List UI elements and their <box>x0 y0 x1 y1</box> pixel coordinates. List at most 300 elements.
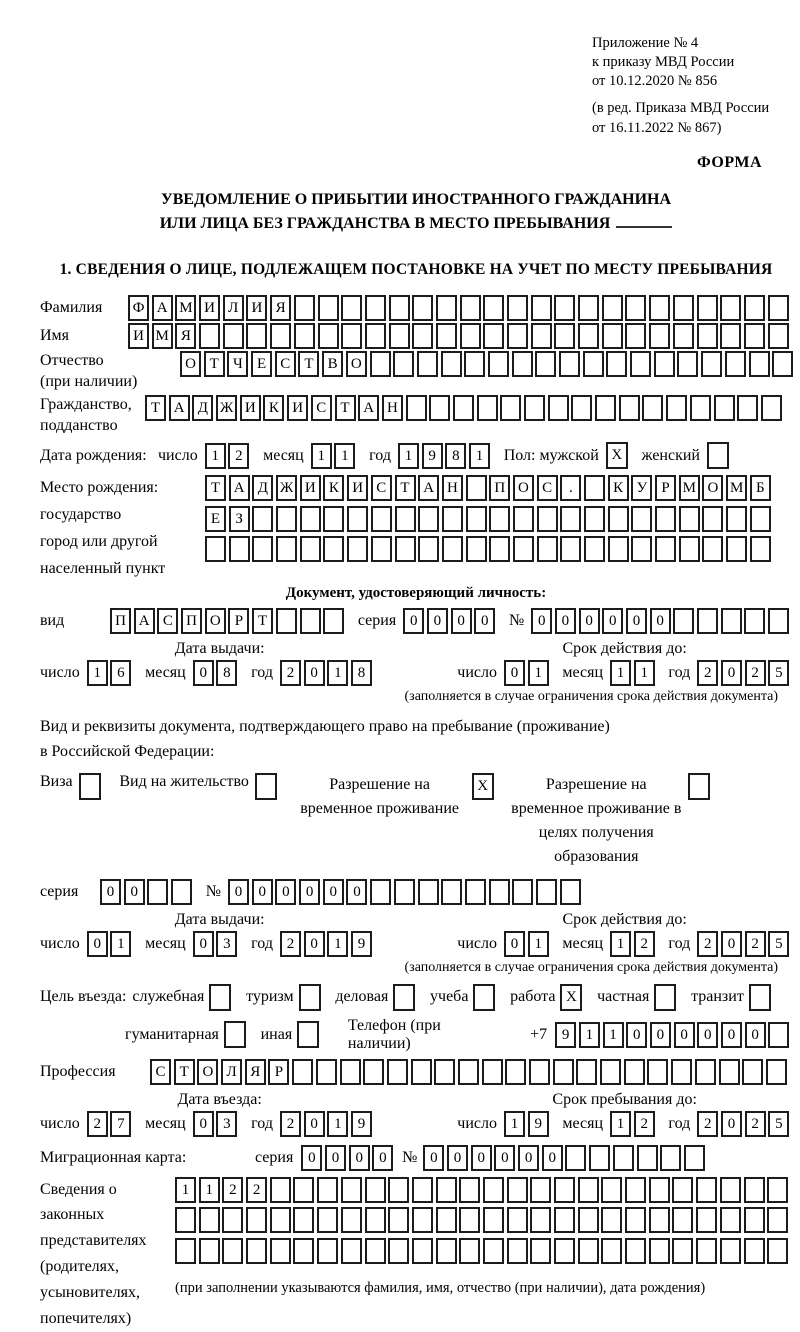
char-cell[interactable]: 0 <box>745 1022 766 1048</box>
char-cell[interactable]: 0 <box>721 931 742 957</box>
char-cell[interactable] <box>672 1238 693 1264</box>
char-cell[interactable] <box>317 1207 338 1233</box>
char-cell[interactable]: 9 <box>422 443 443 469</box>
checkbox-cell[interactable] <box>393 984 415 1011</box>
char-cell[interactable] <box>565 1145 586 1171</box>
checkbox-cell[interactable] <box>209 984 231 1011</box>
char-cell[interactable] <box>441 879 462 905</box>
char-cell[interactable] <box>458 1059 479 1085</box>
char-cell[interactable] <box>673 323 694 349</box>
char-cell[interactable]: 0 <box>124 879 145 905</box>
char-cell[interactable]: З <box>229 506 250 532</box>
char-cell[interactable]: 2 <box>634 1111 655 1137</box>
char-cell[interactable] <box>483 1177 504 1203</box>
char-cell[interactable] <box>323 608 344 634</box>
char-cell[interactable]: 0 <box>299 879 320 905</box>
char-cell[interactable] <box>673 295 694 321</box>
char-cell[interactable]: У <box>631 475 652 501</box>
char-cell[interactable] <box>672 1177 693 1203</box>
char-cell[interactable]: Р <box>268 1059 289 1085</box>
char-cell[interactable]: Л <box>223 295 244 321</box>
char-cell[interactable] <box>578 323 599 349</box>
char-cell[interactable] <box>418 879 439 905</box>
char-cell[interactable] <box>684 1145 705 1171</box>
char-cell[interactable] <box>317 1177 338 1203</box>
char-cell[interactable] <box>654 351 675 377</box>
char-cell[interactable]: Ж <box>276 475 297 501</box>
char-cell[interactable]: И <box>128 323 149 349</box>
char-cell[interactable]: 1 <box>610 1111 631 1137</box>
char-cell[interactable]: 0 <box>228 879 249 905</box>
char-cell[interactable]: О <box>346 351 367 377</box>
char-cell[interactable]: 1 <box>610 931 631 957</box>
char-cell[interactable] <box>436 1177 457 1203</box>
char-cell[interactable] <box>442 506 463 532</box>
char-cell[interactable] <box>418 506 439 532</box>
char-cell[interactable]: 5 <box>768 1111 789 1137</box>
char-cell[interactable] <box>294 295 315 321</box>
char-cell[interactable] <box>294 323 315 349</box>
char-cell[interactable] <box>589 1145 610 1171</box>
char-cell[interactable]: С <box>311 395 332 421</box>
char-cell[interactable] <box>619 395 640 421</box>
char-cell[interactable] <box>300 608 321 634</box>
char-cell[interactable] <box>477 395 498 421</box>
char-cell[interactable]: С <box>537 475 558 501</box>
char-cell[interactable]: Н <box>442 475 463 501</box>
char-cell[interactable]: П <box>181 608 202 634</box>
char-cell[interactable] <box>489 506 510 532</box>
char-cell[interactable]: 1 <box>327 931 348 957</box>
char-cell[interactable] <box>293 1177 314 1203</box>
char-cell[interactable] <box>483 1207 504 1233</box>
char-cell[interactable]: 1 <box>334 443 355 469</box>
char-cell[interactable]: 0 <box>451 608 472 634</box>
char-cell[interactable]: 8 <box>216 660 237 686</box>
char-cell[interactable]: 3 <box>216 1111 237 1137</box>
char-cell[interactable]: 0 <box>531 608 552 634</box>
char-cell[interactable] <box>436 295 457 321</box>
char-cell[interactable] <box>606 351 627 377</box>
char-cell[interactable]: . <box>560 475 581 501</box>
char-cell[interactable]: 1 <box>634 660 655 686</box>
char-cell[interactable]: 1 <box>327 1111 348 1137</box>
char-cell[interactable]: 0 <box>325 1145 346 1171</box>
char-cell[interactable] <box>737 395 758 421</box>
char-cell[interactable]: С <box>150 1059 171 1085</box>
char-cell[interactable]: 2 <box>222 1177 243 1203</box>
char-cell[interactable] <box>276 506 297 532</box>
char-cell[interactable] <box>725 351 746 377</box>
char-cell[interactable] <box>583 351 604 377</box>
char-cell[interactable] <box>600 1059 621 1085</box>
checkbox-cell[interactable] <box>749 984 771 1011</box>
char-cell[interactable] <box>175 1238 196 1264</box>
char-cell[interactable] <box>466 506 487 532</box>
char-cell[interactable]: 1 <box>87 660 108 686</box>
char-cell[interactable]: 8 <box>445 443 466 469</box>
char-cell[interactable] <box>365 1238 386 1264</box>
char-cell[interactable] <box>489 536 510 562</box>
char-cell[interactable]: К <box>608 475 629 501</box>
char-cell[interactable]: 5 <box>768 660 789 686</box>
char-cell[interactable] <box>453 395 474 421</box>
char-cell[interactable] <box>697 608 718 634</box>
char-cell[interactable]: Е <box>205 506 226 532</box>
char-cell[interactable] <box>744 323 765 349</box>
char-cell[interactable]: А <box>229 475 250 501</box>
char-cell[interactable] <box>744 1177 765 1203</box>
char-cell[interactable] <box>601 1207 622 1233</box>
char-cell[interactable]: Ф <box>128 295 149 321</box>
char-cell[interactable] <box>417 351 438 377</box>
char-cell[interactable]: 2 <box>87 1111 108 1137</box>
char-cell[interactable] <box>697 295 718 321</box>
char-cell[interactable]: П <box>110 608 131 634</box>
char-cell[interactable] <box>578 1207 599 1233</box>
char-cell[interactable]: А <box>169 395 190 421</box>
char-cell[interactable] <box>365 1177 386 1203</box>
char-cell[interactable]: 1 <box>199 1177 220 1203</box>
char-cell[interactable] <box>341 1177 362 1203</box>
char-cell[interactable] <box>571 395 592 421</box>
char-cell[interactable] <box>554 323 575 349</box>
char-cell[interactable]: 0 <box>193 931 214 957</box>
char-cell[interactable] <box>602 323 623 349</box>
checkbox-cell[interactable] <box>255 773 277 800</box>
char-cell[interactable] <box>637 1145 658 1171</box>
char-cell[interactable] <box>720 323 741 349</box>
char-cell[interactable] <box>767 1177 788 1203</box>
char-cell[interactable] <box>293 1238 314 1264</box>
char-cell[interactable]: 0 <box>504 931 525 957</box>
char-cell[interactable]: Б <box>750 475 771 501</box>
char-cell[interactable] <box>631 506 652 532</box>
char-cell[interactable] <box>460 295 481 321</box>
char-cell[interactable] <box>696 1207 717 1233</box>
char-cell[interactable] <box>412 1177 433 1203</box>
char-cell[interactable] <box>578 1177 599 1203</box>
char-cell[interactable] <box>772 351 793 377</box>
char-cell[interactable] <box>270 1177 291 1203</box>
char-cell[interactable] <box>625 295 646 321</box>
char-cell[interactable]: 6 <box>110 660 131 686</box>
char-cell[interactable]: И <box>287 395 308 421</box>
char-cell[interactable] <box>531 323 552 349</box>
checkbox-cell[interactable] <box>688 773 710 800</box>
char-cell[interactable]: А <box>358 395 379 421</box>
char-cell[interactable]: М <box>679 475 700 501</box>
char-cell[interactable] <box>341 323 362 349</box>
char-cell[interactable] <box>482 1059 503 1085</box>
char-cell[interactable] <box>750 506 771 532</box>
char-cell[interactable]: 9 <box>528 1111 549 1137</box>
char-cell[interactable] <box>223 323 244 349</box>
char-cell[interactable]: Я <box>270 295 291 321</box>
char-cell[interactable] <box>394 879 415 905</box>
char-cell[interactable] <box>317 1238 338 1264</box>
char-cell[interactable] <box>649 1238 670 1264</box>
char-cell[interactable]: 2 <box>745 660 766 686</box>
char-cell[interactable] <box>595 395 616 421</box>
char-cell[interactable] <box>459 1207 480 1233</box>
char-cell[interactable] <box>370 351 391 377</box>
char-cell[interactable] <box>655 536 676 562</box>
char-cell[interactable] <box>465 879 486 905</box>
char-cell[interactable] <box>466 536 487 562</box>
char-cell[interactable] <box>318 295 339 321</box>
char-cell[interactable] <box>323 506 344 532</box>
char-cell[interactable] <box>341 1207 362 1233</box>
char-cell[interactable]: 1 <box>528 931 549 957</box>
char-cell[interactable] <box>673 608 694 634</box>
char-cell[interactable] <box>537 506 558 532</box>
char-cell[interactable]: 0 <box>193 660 214 686</box>
char-cell[interactable]: С <box>371 475 392 501</box>
char-cell[interactable]: 0 <box>193 1111 214 1137</box>
char-cell[interactable] <box>647 1059 668 1085</box>
char-cell[interactable]: Ч <box>227 351 248 377</box>
char-cell[interactable]: Т <box>145 395 166 421</box>
char-cell[interactable]: 1 <box>603 1022 624 1048</box>
char-cell[interactable] <box>529 1059 550 1085</box>
char-cell[interactable]: М <box>175 295 196 321</box>
char-cell[interactable] <box>388 1207 409 1233</box>
char-cell[interactable] <box>702 536 723 562</box>
char-cell[interactable] <box>246 1238 267 1264</box>
char-cell[interactable]: М <box>152 323 173 349</box>
char-cell[interactable] <box>483 1238 504 1264</box>
char-cell[interactable] <box>744 295 765 321</box>
checkbox-cell[interactable] <box>707 442 729 469</box>
char-cell[interactable] <box>507 1207 528 1233</box>
char-cell[interactable] <box>371 536 392 562</box>
char-cell[interactable] <box>559 351 580 377</box>
char-cell[interactable] <box>318 323 339 349</box>
char-cell[interactable] <box>418 536 439 562</box>
char-cell[interactable] <box>554 1238 575 1264</box>
char-cell[interactable]: 9 <box>351 931 372 957</box>
char-cell[interactable] <box>625 1238 646 1264</box>
char-cell[interactable] <box>768 608 789 634</box>
char-cell[interactable] <box>720 1238 741 1264</box>
char-cell[interactable] <box>371 506 392 532</box>
char-cell[interactable] <box>459 1177 480 1203</box>
char-cell[interactable] <box>695 1059 716 1085</box>
checkbox-cell[interactable] <box>473 984 495 1011</box>
char-cell[interactable] <box>199 1207 220 1233</box>
checkbox-cell[interactable] <box>297 1021 319 1048</box>
char-cell[interactable] <box>554 1207 575 1233</box>
char-cell[interactable]: 1 <box>579 1022 600 1048</box>
char-cell[interactable] <box>411 1059 432 1085</box>
char-cell[interactable]: 2 <box>697 660 718 686</box>
char-cell[interactable]: И <box>240 395 261 421</box>
char-cell[interactable] <box>488 351 509 377</box>
char-cell[interactable]: Ж <box>216 395 237 421</box>
char-cell[interactable]: В <box>322 351 343 377</box>
char-cell[interactable]: 8 <box>351 660 372 686</box>
char-cell[interactable] <box>406 395 427 421</box>
char-cell[interactable] <box>300 536 321 562</box>
char-cell[interactable]: С <box>275 351 296 377</box>
char-cell[interactable] <box>460 323 481 349</box>
char-cell[interactable] <box>608 506 629 532</box>
char-cell[interactable] <box>530 1207 551 1233</box>
char-cell[interactable]: 0 <box>423 1145 444 1171</box>
char-cell[interactable]: Н <box>382 395 403 421</box>
char-cell[interactable]: О <box>513 475 534 501</box>
char-cell[interactable] <box>560 879 581 905</box>
char-cell[interactable] <box>434 1059 455 1085</box>
char-cell[interactable]: Т <box>298 351 319 377</box>
char-cell[interactable] <box>466 475 487 501</box>
char-cell[interactable] <box>744 1238 765 1264</box>
char-cell[interactable] <box>347 536 368 562</box>
char-cell[interactable]: 0 <box>650 1022 671 1048</box>
char-cell[interactable] <box>412 323 433 349</box>
char-cell[interactable] <box>719 1059 740 1085</box>
char-cell[interactable] <box>436 1238 457 1264</box>
char-cell[interactable] <box>199 1238 220 1264</box>
char-cell[interactable]: 7 <box>110 1111 131 1137</box>
char-cell[interactable] <box>483 323 504 349</box>
char-cell[interactable]: 2 <box>280 931 301 957</box>
char-cell[interactable]: И <box>199 295 220 321</box>
char-cell[interactable] <box>613 1145 634 1171</box>
char-cell[interactable]: 1 <box>175 1177 196 1203</box>
checkbox-cell[interactable] <box>654 984 676 1011</box>
char-cell[interactable] <box>720 1207 741 1233</box>
char-cell[interactable] <box>436 323 457 349</box>
char-cell[interactable] <box>660 1145 681 1171</box>
char-cell[interactable] <box>293 1207 314 1233</box>
char-cell[interactable] <box>483 295 504 321</box>
char-cell[interactable] <box>649 1177 670 1203</box>
char-cell[interactable]: К <box>323 475 344 501</box>
char-cell[interactable] <box>270 1207 291 1233</box>
char-cell[interactable]: 0 <box>721 1022 742 1048</box>
char-cell[interactable] <box>393 351 414 377</box>
char-cell[interactable] <box>744 608 765 634</box>
char-cell[interactable]: 0 <box>346 879 367 905</box>
char-cell[interactable]: 2 <box>228 443 249 469</box>
checkbox-cell[interactable]: X <box>472 773 494 800</box>
char-cell[interactable]: А <box>152 295 173 321</box>
char-cell[interactable]: А <box>134 608 155 634</box>
char-cell[interactable] <box>341 1238 362 1264</box>
char-cell[interactable] <box>702 506 723 532</box>
char-cell[interactable]: С <box>157 608 178 634</box>
char-cell[interactable] <box>631 536 652 562</box>
char-cell[interactable] <box>548 395 569 421</box>
char-cell[interactable] <box>395 536 416 562</box>
char-cell[interactable] <box>464 351 485 377</box>
checkbox-cell[interactable] <box>79 773 101 800</box>
char-cell[interactable] <box>171 879 192 905</box>
char-cell[interactable] <box>389 295 410 321</box>
char-cell[interactable] <box>578 295 599 321</box>
char-cell[interactable] <box>246 1207 267 1233</box>
char-cell[interactable] <box>395 506 416 532</box>
char-cell[interactable] <box>222 1238 243 1264</box>
char-cell[interactable] <box>323 536 344 562</box>
char-cell[interactable] <box>270 323 291 349</box>
char-cell[interactable] <box>726 536 747 562</box>
char-cell[interactable] <box>624 1059 645 1085</box>
char-cell[interactable] <box>512 879 533 905</box>
char-cell[interactable] <box>625 1207 646 1233</box>
char-cell[interactable] <box>252 536 273 562</box>
char-cell[interactable]: Р <box>655 475 676 501</box>
char-cell[interactable]: 2 <box>280 660 301 686</box>
char-cell[interactable] <box>505 1059 526 1085</box>
char-cell[interactable] <box>300 506 321 532</box>
char-cell[interactable]: 0 <box>100 879 121 905</box>
char-cell[interactable]: 0 <box>474 608 495 634</box>
char-cell[interactable] <box>696 1238 717 1264</box>
char-cell[interactable] <box>513 536 534 562</box>
char-cell[interactable] <box>677 351 698 377</box>
char-cell[interactable] <box>175 1207 196 1233</box>
char-cell[interactable]: 2 <box>697 1111 718 1137</box>
char-cell[interactable]: Р <box>228 608 249 634</box>
char-cell[interactable] <box>671 1059 692 1085</box>
char-cell[interactable] <box>222 1207 243 1233</box>
char-cell[interactable]: 0 <box>518 1145 539 1171</box>
char-cell[interactable] <box>630 351 651 377</box>
char-cell[interactable] <box>389 323 410 349</box>
char-cell[interactable]: 1 <box>504 1111 525 1137</box>
char-cell[interactable]: Я <box>175 323 196 349</box>
char-cell[interactable]: К <box>263 395 284 421</box>
char-cell[interactable] <box>205 536 226 562</box>
char-cell[interactable]: И <box>300 475 321 501</box>
char-cell[interactable]: 0 <box>304 660 325 686</box>
char-cell[interactable] <box>625 1177 646 1203</box>
char-cell[interactable]: 0 <box>674 1022 695 1048</box>
char-cell[interactable] <box>766 1059 787 1085</box>
char-cell[interactable] <box>531 295 552 321</box>
char-cell[interactable]: 1 <box>327 660 348 686</box>
char-cell[interactable] <box>768 1022 789 1048</box>
char-cell[interactable] <box>767 1238 788 1264</box>
char-cell[interactable]: 0 <box>697 1022 718 1048</box>
char-cell[interactable] <box>512 351 533 377</box>
char-cell[interactable] <box>720 1177 741 1203</box>
char-cell[interactable]: Т <box>395 475 416 501</box>
char-cell[interactable] <box>276 536 297 562</box>
char-cell[interactable] <box>412 1207 433 1233</box>
char-cell[interactable]: А <box>418 475 439 501</box>
char-cell[interactable]: 0 <box>721 660 742 686</box>
char-cell[interactable]: 1 <box>610 660 631 686</box>
char-cell[interactable] <box>601 1238 622 1264</box>
char-cell[interactable]: 0 <box>372 1145 393 1171</box>
char-cell[interactable]: 2 <box>745 931 766 957</box>
char-cell[interactable] <box>768 295 789 321</box>
char-cell[interactable] <box>625 323 646 349</box>
char-cell[interactable]: О <box>180 351 201 377</box>
char-cell[interactable]: 0 <box>721 1111 742 1137</box>
char-cell[interactable]: 2 <box>634 931 655 957</box>
char-cell[interactable] <box>341 295 362 321</box>
char-cell[interactable] <box>535 351 556 377</box>
char-cell[interactable] <box>507 295 528 321</box>
char-cell[interactable]: 0 <box>650 608 671 634</box>
char-cell[interactable] <box>388 1177 409 1203</box>
char-cell[interactable] <box>649 295 670 321</box>
